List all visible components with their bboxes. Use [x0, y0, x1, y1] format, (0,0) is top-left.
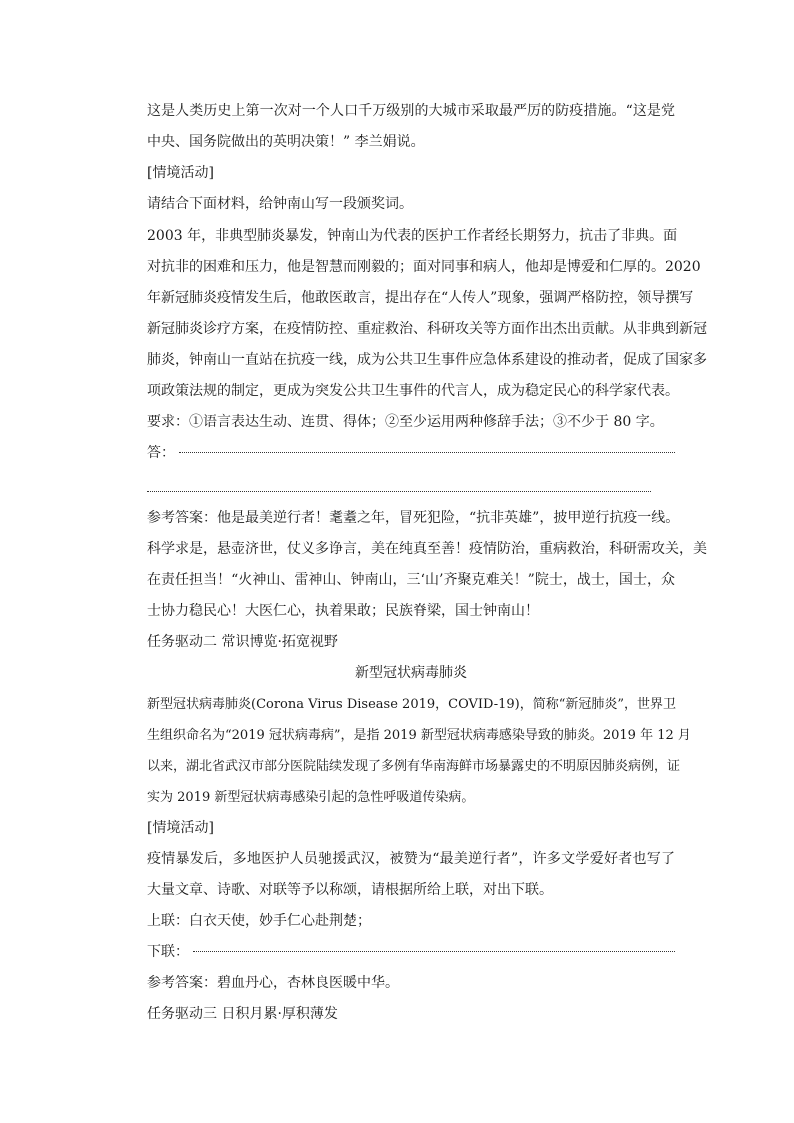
reference-line-4: 士协力稳民心！大医仁心，执着果敢；民族脊梁，国士钟南山！: [147, 603, 539, 619]
article-line-2: 生组织命名为“2019 冠状病毒病”，是指 2019 新型冠状病毒感染导致的肺炎。2019 年 12 月: [147, 728, 691, 743]
activity-label: [情境活动]: [147, 165, 214, 181]
answer-blank[interactable]: [179, 452, 675, 453]
intro-line-1: 这是人类历史上第一次对一个人口千万级别的大城市采取最严厉的防疫措施。“这是党: [147, 103, 675, 119]
lower-couplet-line[interactable]: [147, 937, 675, 968]
article-line-3: 以来，湖北省武汉市部分医院陆续发现了多例有华南海鲜市场暴露史的不明原因肺炎病例，证: [147, 759, 681, 774]
article-line-4: 实为 2019 新型冠状病毒感染引起的急性呼吸道传染病。: [147, 790, 475, 805]
scenario-line-1: 疫情暴发后，多地医护人员驰援武汉，被赞为“最美逆行者”，许多文学爱好者也写了: [147, 851, 675, 867]
material-line-4: 新冠肺炎诊疗方案，在疫情防控、重症救治、科研攻关等方面作出杰出贡献。从非典到新冠: [147, 321, 707, 337]
reference-answer-2: 参考答案：碧血丹心，杏林良医暖中华。: [147, 975, 399, 991]
material-line-2: 对抗非的困难和压力，他是智慧而刚毅的；面对同事和病人，他却是博爱和仁厚的。2020: [147, 259, 701, 275]
scenario-line-2: 大量文章、诗歌、对联等予以称颂，请根据所给上联，对出下联。: [147, 882, 553, 898]
reference-line-1: 参考答案：他是最美逆行者！耄耋之年，冒死犯险，“抗非英雄”，披甲逆行抗疫一线。: [147, 510, 680, 526]
material-line-5: 肺炎，钟南山一直站在抗疫一线，成为公共卫生事件应急体系建设的推动者，促成了国家多: [147, 352, 707, 368]
lower-couplet-label: 下联：: [147, 944, 189, 960]
lower-couplet-blank[interactable]: [193, 951, 675, 952]
requirement: 要求：①语言表达生动、连贯、得体；②至少运用两种修辞手法；③不少于 80 字。: [147, 414, 664, 430]
article-line-1: 新型冠状病毒肺炎(Corona Virus Disease 2019，COVID-19)，简称“新冠肺炎”，世界卫: [147, 697, 676, 712]
reference-line-2: 科学求是，悬壶济世，仗义多诤言，美在纯真至善！疫情防治，重病救治，科研需攻关，美: [147, 541, 707, 557]
material-line-1: 2003 年，非典型肺炎暴发，钟南山为代表的医护工作者经长期努力，抗击了非典。面: [147, 228, 678, 244]
activity-label-2: [情境活动]: [147, 820, 214, 836]
instruction: 请结合下面材料，给钟南山写一段颁奖词。: [147, 196, 413, 212]
material-line-6: 项政策法规的制定，更成为突发公共卫生事件的代言人，成为稳定民心的科学家代表。: [147, 383, 679, 399]
upper-couplet: 上联：白衣天使，妙手仁心赴荆楚；: [147, 913, 371, 929]
answer-blank-line-2[interactable]: [147, 491, 651, 492]
answer-line[interactable]: [147, 438, 675, 469]
task-title-2: 任务驱动二 常识博览·拓宽视野: [147, 634, 338, 650]
reference-line-3: 在责任担当！“火神山、雷神山、钟南山，三‘山’齐聚克难关！”院士，战士，国士，众: [147, 572, 675, 588]
article-title: 新型冠状病毒肺炎: [355, 665, 467, 681]
answer-label: 答：: [147, 445, 175, 461]
intro-line-2: 中央、国务院做出的英明决策！” 李兰娟说。: [147, 134, 425, 150]
task-title-3: 任务驱动三 日积月累·厚积薄发: [147, 1006, 338, 1022]
material-line-3: 年新冠肺炎疫情发生后，他敢医敢言，提出存在“人传人”现象，强调严格防控，领导撰写: [147, 290, 694, 306]
